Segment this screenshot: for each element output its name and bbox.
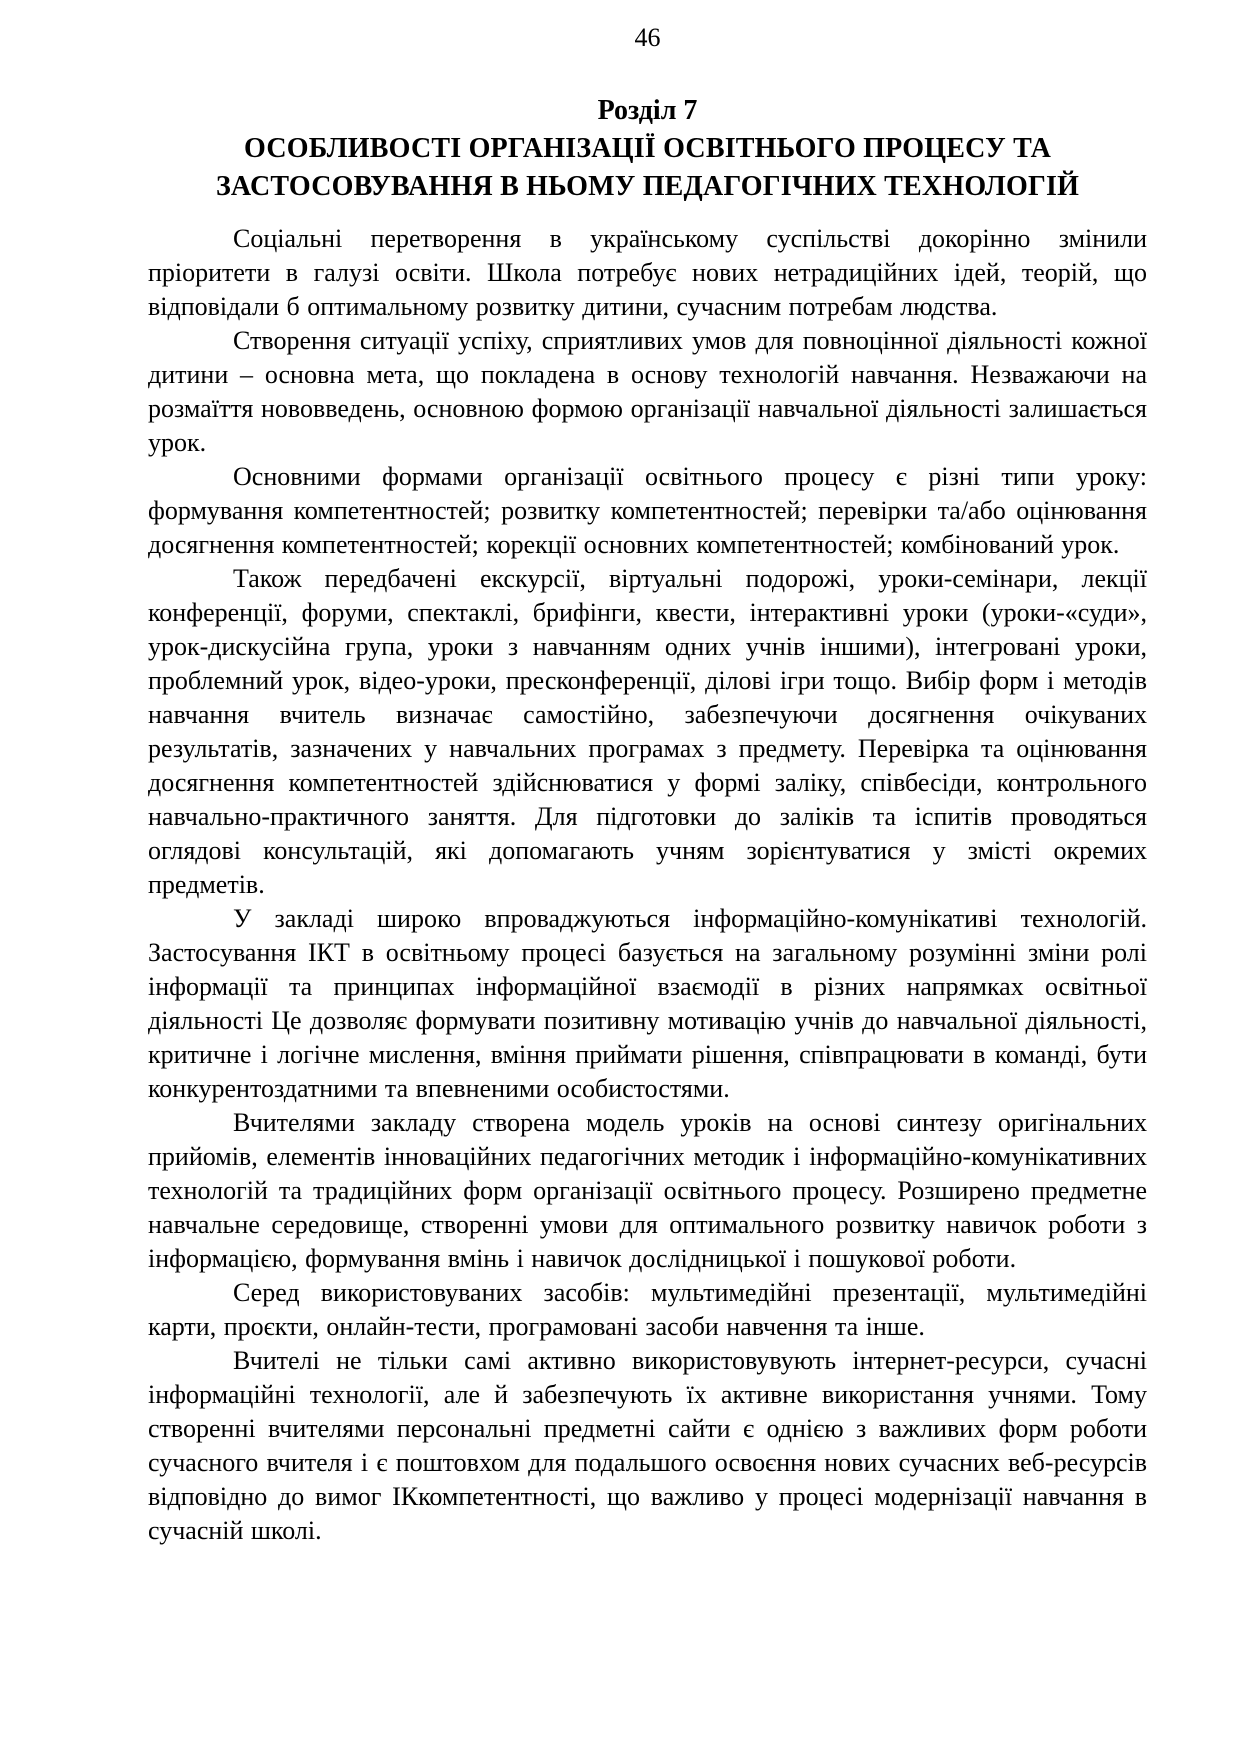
paragraph: У закладі широко впроваджуються інформаційно-комунікативі технологій. Застосування ІКТ в освітньому процесі базується на загальному розумінні зміни ролі інформації та принципах інформаційної взаємодії в різних напрямках освітньої діяльності Це дозволяє формувати позитивну мотивацію учнів до навчальної діяльності, критичне і логічне мислення, вміння приймати рішення, співпрацювати в команді, бути конкурентоздатними та впевненими особистостями. [148,904,1147,1103]
paragraph: Вчителі не тільки самі активно використовувують інтернет-ресурси, сучасні інформаційні технології, але й забезпечують їх активне використання учнями. Тому створенні вчителями персональні предметні сайти є однією з важливих форм роботи сучасного вчителя і є поштовхом для подальшого освоєння нових сучасних веб-ресурсів відповідно до вимог ІКкомпетентності, що важливо у процесі модернізації навчання в сучасній школі. [148,1346,1147,1545]
paragraph: Вчителями закладу створена модель уроків на основі синтезу оригінальних прийомів, елементів інноваційних педагогічних методик і інформаційно-комунікативних технологій та традиційних форм організації освітнього процесу. Розширено предметне навчальне середовище, створенні умови для оптимального розвитку навичок роботи з інформацією, формування вмінь і навичок дослідницької і пошукової роботи. [148,1108,1147,1273]
paragraph: Основними формами організації освітнього процесу є різні типи уроку: формування компетентностей; розвитку компетентностей; перевірки та/або оцінювання досягнення компетентностей; корекції основних компетентностей; комбінований урок. [148,462,1147,559]
document-body [148,222,1147,1548]
page-number: 46 [634,23,661,52]
section-title: ОСОБЛИВОСТІ ОРГАНІЗАЦІЇ ОСВІТНЬОГО ПРОЦЕСУ ТА ЗАСТОСОВУВАННЯ В НЬОМУ ПЕДАГОГІЧНИХ ТЕХНОЛОГІЙ [215,133,1080,202]
chapter-label: Розділ 7 [597,95,698,126]
chapter-heading-block [148,92,1147,206]
paragraph: Серед використовуваних засобів: мультимедійні презентації, мультимедійні карти, проєкти, онлайн-тести, програмовані засоби навчення та інше. [148,1278,1147,1341]
paragraph: Соціальні перетворення в українському суспільстві докорінно змінили пріоритети в галузі освіти. Школа потребує нових нетрадиційних ідей, теорій, що відповідали б оптимальному розвитку дитини, сучасним потребам людства. [148,224,1147,321]
paragraph: Також передбачені екскурсії, віртуальні подорожі, уроки-семінари, лекції конференції, форуми, спектаклі, брифінги, квести, інтерактивні уроки (уроки-«суди», урок-дискусійна група, уроки з навчанням одних учнів іншими), інтегровані уроки, проблемний урок, відео-уроки, пресконференції, ділові ігри тощо. Вибір форм і методів навчання вчитель визначає самостійно, забезпечуючи досягнення очікуваних результатів, зазначених у навчальних програмах з предмету. Перевірка та оцінювання досягнення компетентностей здійснюватися у формі заліку, співбесіди, контрольного навчально-практичного заняття. Для підготовки до заліків та іспитів проводяться оглядові консультацій, які допомагають учням зорієнтуватися у змісті окремих предметів. [148,564,1147,899]
paragraph: Створення ситуації успіху, сприятливих умов для повноцінної діяльності кожної дитини – основна мета, що покладена в основу технологій навчання. Незважаючи на розмаїття нововведень, основною формою організації навчальної діяльності залишається урок. [148,326,1147,457]
